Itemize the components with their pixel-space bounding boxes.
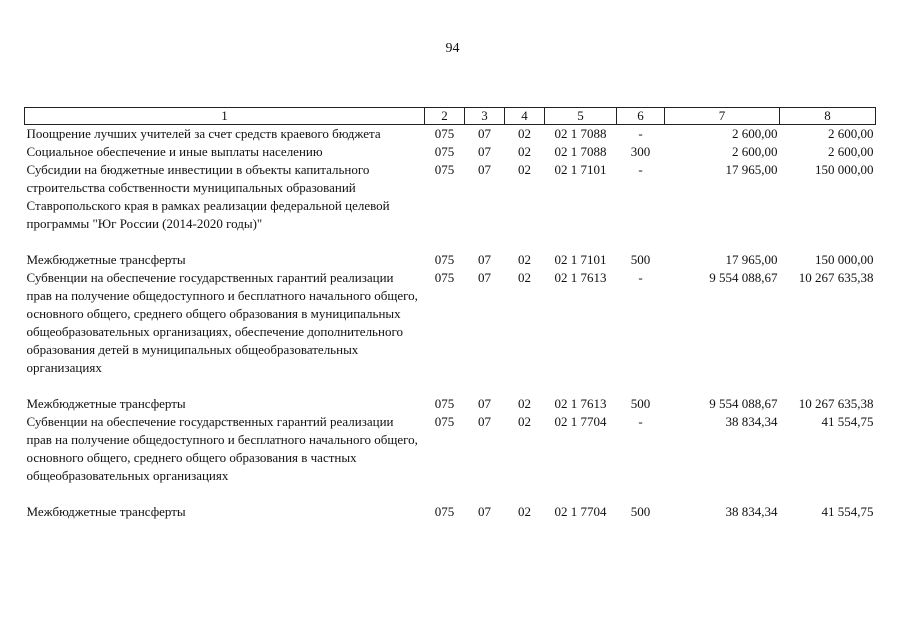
table-row xyxy=(25,395,876,413)
cell-code-5: 02 1 7613 xyxy=(554,270,607,285)
cell-amount-8: 150 000,00 xyxy=(815,162,874,177)
cell-amount-8: 41 554,75 xyxy=(821,414,874,429)
cell-amount-8: 41 554,75 xyxy=(821,504,874,519)
cell-code-3: 07 xyxy=(478,414,491,429)
row-name: Межбюджетные трансферты xyxy=(26,504,186,519)
cell-code-3: 07 xyxy=(478,144,491,159)
budget-table xyxy=(24,107,876,521)
column-header: 5 xyxy=(545,108,617,125)
cell-code-6: - xyxy=(638,162,643,177)
row-name: Поощрение лучших учителей за счет средств краевого бюджета xyxy=(26,126,381,141)
table-row xyxy=(25,251,876,269)
cell-code-3: 07 xyxy=(478,504,491,519)
table-row xyxy=(25,125,876,144)
cell-code-5: 02 1 7613 xyxy=(554,396,607,411)
row-name: Субвенции на обеспечение государственных гарантий реализации прав на получение общедоступного и бесплатного начального общего, основного общего, среднего общего образования в муниципальных общеобразовательных организациях, обеспечение дополнительного образования детей в муниципальных общеобразовательных организациях xyxy=(26,270,418,375)
cell-code-2: 075 xyxy=(434,270,455,285)
cell-code-3: 07 xyxy=(478,162,491,177)
cell-amount-7: 17 965,00 xyxy=(725,252,778,267)
cell-code-2: 075 xyxy=(434,126,455,141)
cell-amount-8: 2 600,00 xyxy=(828,144,874,159)
row-name: Межбюджетные трансферты xyxy=(26,396,186,411)
cell-code-2: 075 xyxy=(434,504,455,519)
cell-amount-8: 2 600,00 xyxy=(828,126,874,141)
cell-code-4: 02 xyxy=(518,162,531,177)
cell-code-6: - xyxy=(638,414,643,429)
cell-code-6: 500 xyxy=(630,252,651,267)
cell-amount-7: 2 600,00 xyxy=(732,144,778,159)
cell-code-3: 07 xyxy=(478,252,491,267)
cell-code-2: 075 xyxy=(434,396,455,411)
cell-amount-8: 150 000,00 xyxy=(815,252,874,267)
table-row xyxy=(25,161,876,233)
cell-amount-8: 10 267 635,38 xyxy=(798,396,874,411)
cell-amount-7: 2 600,00 xyxy=(732,126,778,141)
column-header: 2 xyxy=(425,108,465,125)
cell-code-5: 02 1 7704 xyxy=(554,504,607,519)
cell-code-6: 500 xyxy=(630,396,651,411)
row-name: Межбюджетные трансферты xyxy=(26,252,186,267)
cell-code-5: 02 1 7101 xyxy=(554,162,607,177)
cell-code-6: 500 xyxy=(630,504,651,519)
cell-code-2: 075 xyxy=(434,162,455,177)
cell-code-3: 07 xyxy=(478,270,491,285)
column-header: 6 xyxy=(617,108,665,125)
cell-code-6: 300 xyxy=(630,144,651,159)
cell-code-4: 02 xyxy=(518,414,531,429)
table-row xyxy=(25,269,876,377)
column-header: 8 xyxy=(780,108,876,125)
table-row xyxy=(25,143,876,161)
cell-amount-7: 38 834,34 xyxy=(725,504,778,519)
cell-code-6: - xyxy=(638,270,643,285)
column-header: 1 xyxy=(25,108,425,125)
spacer-row xyxy=(25,485,876,503)
cell-amount-7: 38 834,34 xyxy=(725,414,778,429)
row-name: Субвенции на обеспечение государственных гарантий реализации прав на получение общедоступного и бесплатного начального общего, основного общего, среднего общего образования в частных общеобразовательных организациях xyxy=(26,414,418,483)
column-header: 3 xyxy=(465,108,505,125)
cell-code-2: 075 xyxy=(434,252,455,267)
cell-code-4: 02 xyxy=(518,144,531,159)
cell-code-3: 07 xyxy=(478,126,491,141)
cell-code-5: 02 1 7101 xyxy=(554,252,607,267)
cell-amount-7: 17 965,00 xyxy=(725,162,778,177)
column-header: 7 xyxy=(665,108,780,125)
row-name: Субсидии на бюджетные инвестиции в объекты капитального строительства собственности муниципальных образований Ставропольского края в рамках реализации федеральной целевой программы "Юг России (2014-2020 годы)" xyxy=(26,162,390,231)
cell-code-2: 075 xyxy=(434,144,455,159)
cell-code-3: 07 xyxy=(478,396,491,411)
cell-code-5: 02 1 7704 xyxy=(554,414,607,429)
cell-code-4: 02 xyxy=(518,126,531,141)
cell-amount-8: 10 267 635,38 xyxy=(798,270,874,285)
table-row xyxy=(25,413,876,485)
table-row xyxy=(25,503,876,521)
cell-amount-7: 9 554 088,67 xyxy=(709,270,778,285)
cell-code-4: 02 xyxy=(518,252,531,267)
table-header-row xyxy=(25,108,876,125)
cell-code-6: - xyxy=(638,126,643,141)
cell-code-4: 02 xyxy=(518,270,531,285)
cell-amount-7: 9 554 088,67 xyxy=(709,396,778,411)
row-name: Социальное обеспечение и иные выплаты населению xyxy=(26,144,323,159)
cell-code-4: 02 xyxy=(518,504,531,519)
column-header: 4 xyxy=(505,108,545,125)
cell-code-4: 02 xyxy=(518,396,531,411)
page-number: 94 xyxy=(445,41,460,56)
spacer-row xyxy=(25,377,876,395)
spacer-row xyxy=(25,233,876,251)
cell-code-5: 02 1 7088 xyxy=(554,126,607,141)
cell-code-2: 075 xyxy=(434,414,455,429)
cell-code-5: 02 1 7088 xyxy=(554,144,607,159)
